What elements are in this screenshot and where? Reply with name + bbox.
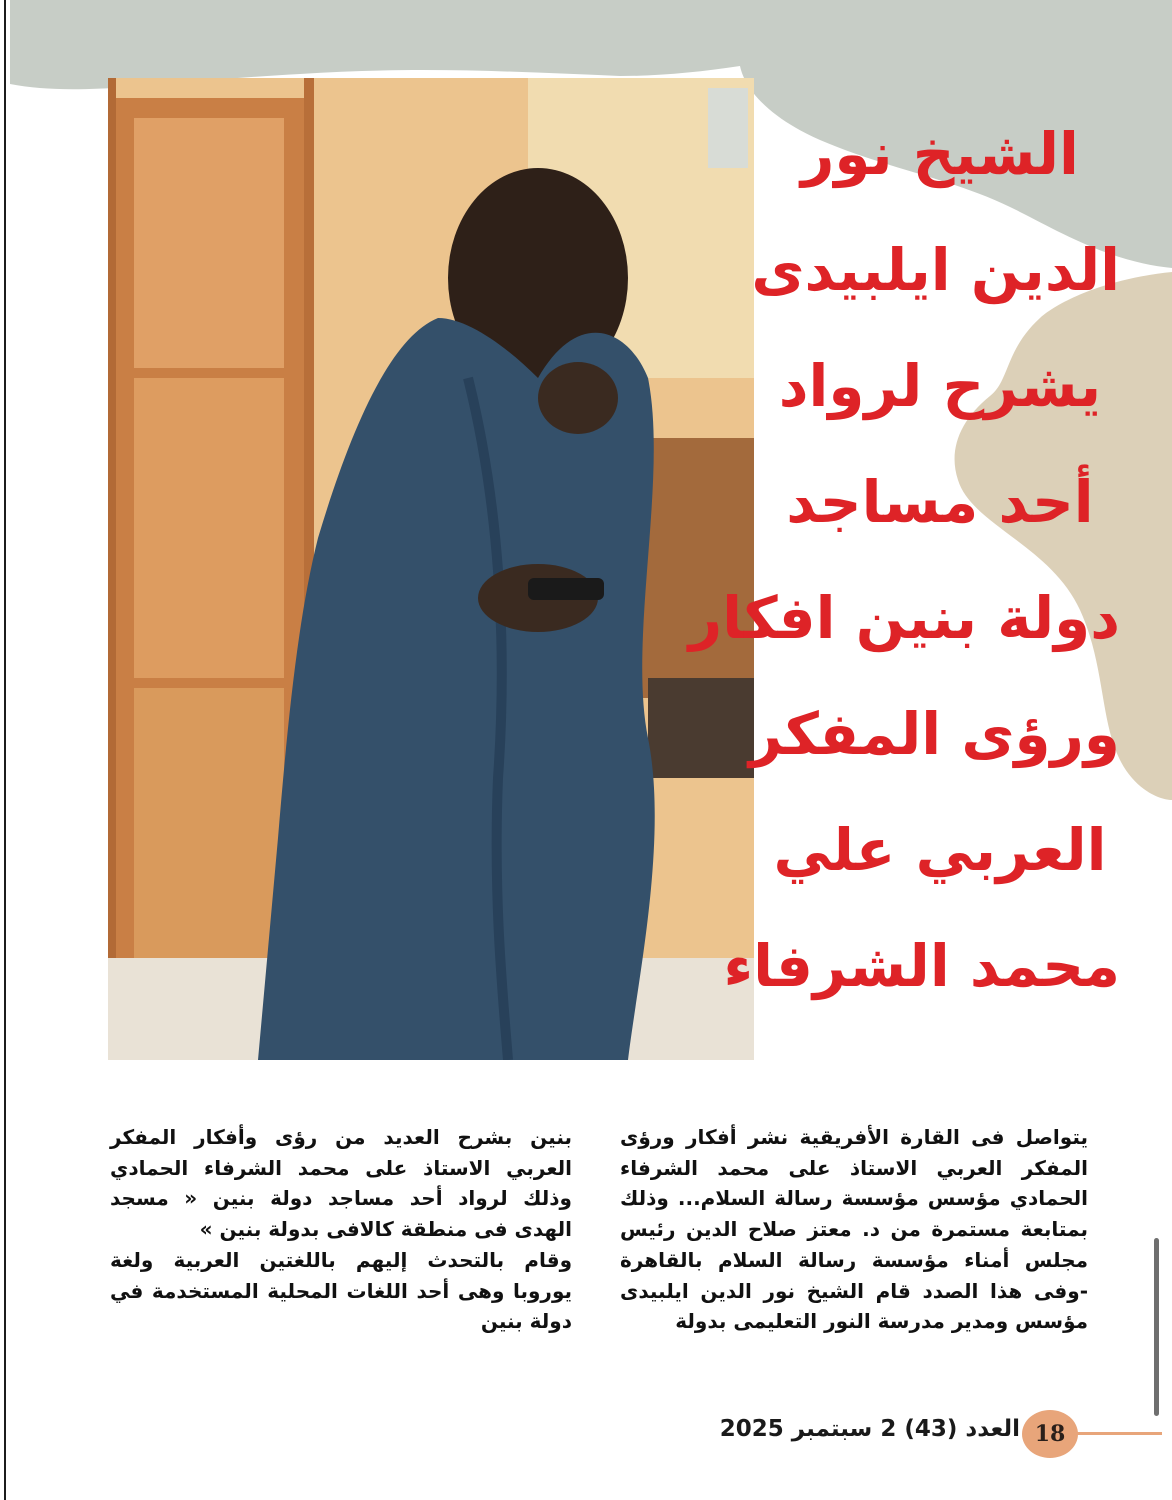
column-right-text: يتواصل فى القارة الأفريقية نشر أفكار ورؤى المفكر العربي الاستاذ على محمد الشرفاء الحمادي مؤسس مؤسسة رسالة السلام... وذلك بمتابعة مستمرة من د. معتز صلاح الدين رئيس مجلس أمناء مؤسسة رسالة السلام بالقاهرة -وفى هذا الصدد قام الشيخ نور الدين ايلبيدى مؤسس ومدير مدرسة النور التعليمى بدولة (620, 1125, 1088, 1334)
person-hand-chin (538, 362, 618, 434)
footer-accent-line (1070, 1432, 1162, 1435)
headline-line: أحد مساجد (786, 468, 1094, 536)
column-left-paragraph-2: وقام بالتحدث إليهم باللغتين العربية ولغة يوروبا وهى أحد اللغات المحلية المستخدمة في دولة بنين (110, 1247, 572, 1334)
page-number: 18 (1034, 1421, 1066, 1447)
headline-line: يشرح لرواد (778, 352, 1102, 420)
article-headline (688, 96, 1120, 1024)
article-column-right (620, 1122, 1088, 1337)
headline-line: الدين ايلبيدى (751, 236, 1120, 304)
scrollbar-thumb[interactable] (1154, 1238, 1159, 1416)
column-left-paragraph-1: بنين بشرح العديد من رؤى وأفكار المفكر العربي الاستاذ على محمد الشرفاء الحمادي وذلك لرواد أحد مساجد دولة بنين « مسجد الهدى فى منطقة كالافى بدولة بنين » (110, 1125, 572, 1242)
article-column-left (110, 1122, 572, 1337)
headline-line: الشيخ نور (801, 120, 1079, 188)
issue-info: العدد (43) 2 سبتمبر 2025 (719, 1416, 1020, 1442)
headline-line: العربي علي (773, 816, 1107, 884)
headline-line: محمد الشرفاء (723, 932, 1120, 1000)
article-photo (108, 78, 754, 1060)
phone (528, 578, 604, 600)
headline-line: ورؤى المفكر (749, 700, 1120, 768)
headline-line: دولة بنين افكار (688, 584, 1120, 652)
page-edge-line (4, 0, 6, 1500)
